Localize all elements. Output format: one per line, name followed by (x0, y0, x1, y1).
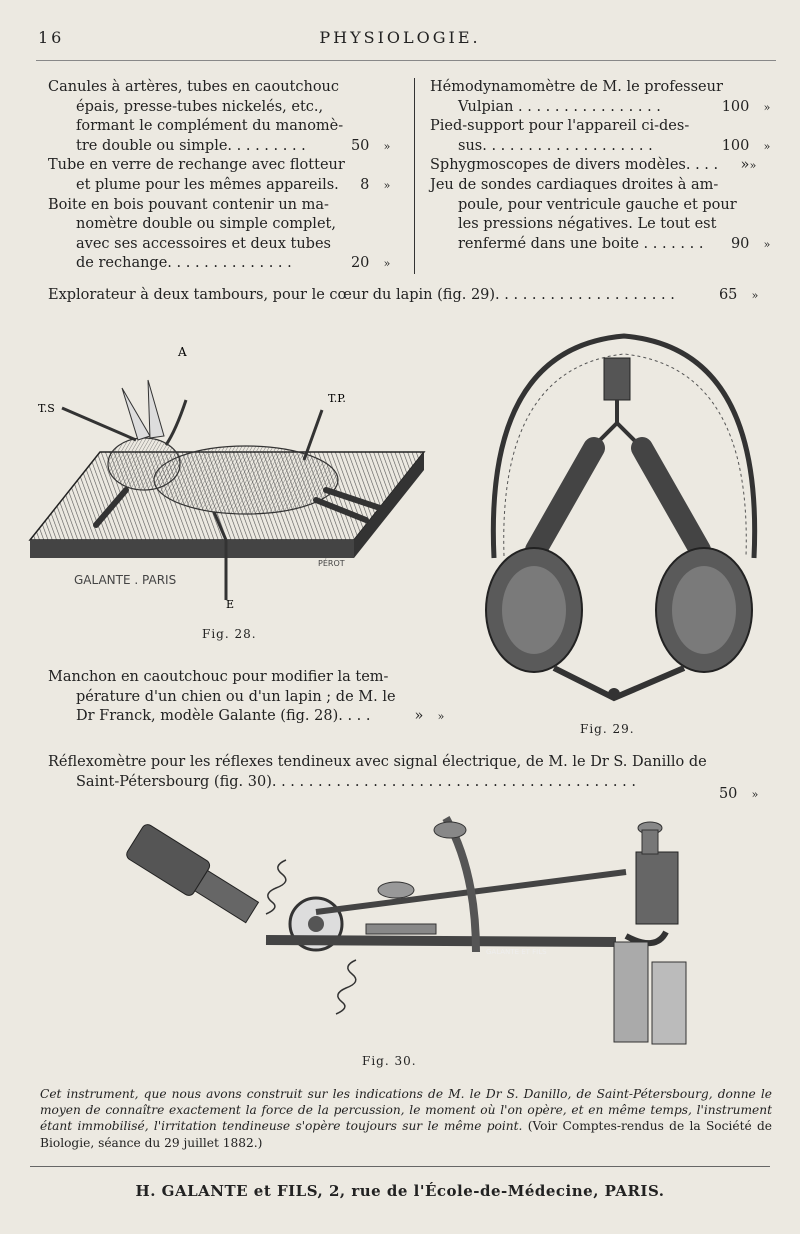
entry-line-priced (48, 176, 400, 196)
entry-line: renfermé dans une boite . . . . . . . (458, 235, 704, 252)
price (710, 98, 780, 118)
column-divider (414, 78, 415, 274)
price-value: 20 (350, 255, 370, 272)
entry-line: Dr Franck, modèle Galante (fig. 28). . . . (76, 708, 371, 725)
entry-line-priced (430, 235, 780, 255)
drum-arm (536, 448, 594, 550)
list-item (430, 176, 780, 254)
list-item (48, 668, 445, 727)
fig28-illustration (26, 340, 436, 620)
price-value: 50 (350, 137, 370, 154)
list-item (430, 78, 780, 117)
price (330, 137, 400, 157)
fig30-caption: Fig. 30. (362, 1054, 417, 1068)
price (384, 707, 454, 727)
manchon-entry (48, 668, 445, 727)
price-value: 90 (730, 235, 750, 252)
price (710, 156, 780, 176)
drum-arm (642, 448, 700, 550)
entry-line-priced (48, 137, 400, 157)
entry-line: Boite en bois pouvant contenir un ma- (48, 196, 329, 213)
price-value: 50 (718, 786, 738, 802)
price-unit: » (763, 100, 771, 114)
entry-line: poule, pour ventricule gauche et pour (458, 196, 737, 213)
entry-line-priced (430, 156, 780, 176)
entry-line: nomètre double ou simple complet, (76, 216, 336, 233)
entry-line: Sphygmoscopes de divers modèles. . . . (430, 157, 719, 174)
entry-line: les pressions négatives. Le tout est (458, 216, 717, 233)
entry-line: épais, presse-tubes nickelés, etc., (76, 98, 324, 115)
rabbit-ear (148, 380, 164, 438)
rabbit-head (108, 438, 180, 490)
price-unit: » (383, 139, 391, 153)
entry-line: Canules à artères, tubes en caoutchouc (48, 79, 340, 95)
page-number: 16 (38, 28, 65, 47)
price (698, 784, 768, 805)
entry-line: Hémodynamomètre de M. le professeur (430, 79, 723, 95)
price-unit: » (383, 257, 391, 271)
entry-line: Réflexomètre pour les réflexes tendineux avec signal électrique, de M. le Dr S. Danillo de (48, 754, 707, 770)
entry-line: tre double ou simple. . . . . . . . . (76, 137, 306, 154)
price (330, 254, 400, 274)
label-e: E (226, 598, 235, 611)
entry-line: Explorateur à deux tambours, pour le cœur du lapin (fig. 29). . . . . . . . . . . . . . . . . . . . (48, 287, 675, 303)
rabbit-body (154, 446, 338, 514)
note-roman: (Voir Comptes-rendus de la Société de Biologie, séance du 29 juillet 1882.) (40, 1119, 773, 1150)
entry-line: Jeu de sondes cardiaques droites à am- (430, 176, 719, 193)
footer-rule (30, 1166, 770, 1167)
entry-line: sus. . . . . . . . . . . . . . . . . . . (458, 137, 653, 154)
entry-line-priced (48, 707, 445, 727)
price-unit: » (751, 788, 759, 801)
price-value: 100 (721, 98, 750, 115)
list-item (48, 78, 400, 156)
board-edge (30, 540, 354, 558)
label-tp: T.P. (328, 392, 346, 405)
strap (614, 942, 648, 1042)
price-unit: » (749, 159, 757, 173)
entry-line: Tube en verre de rechange avec flotteur (48, 157, 345, 174)
entry-line: Vulpian . . . . . . . . . . . . . . . . (458, 98, 661, 115)
entry-line-priced (430, 137, 780, 157)
entry-line: de rechange. . . . . . . . . . . . . . (76, 255, 292, 272)
entry-line: pérature d'un chien ou d'un lapin ; de M. le (76, 688, 396, 705)
fig30-illustration (116, 812, 702, 1050)
signal-box (636, 852, 678, 924)
entry-line: Pied-support pour l'appareil ci-des- (430, 118, 690, 135)
entry-line-priced (48, 254, 400, 274)
list-item (48, 156, 400, 195)
page-header (0, 28, 800, 52)
list-item (430, 117, 780, 156)
price-unit: » (751, 289, 759, 302)
entry-line: et plume pour les mêmes appareils. (76, 176, 339, 193)
page-title: PHYSIOLOGIE. (319, 28, 481, 47)
entry-line-priced (430, 98, 780, 118)
list-item (48, 196, 400, 274)
maker-mark: GALANTE ET FILS (486, 948, 547, 956)
engraver-mark: PÉROT (318, 559, 345, 568)
fig29-illustration (464, 328, 782, 708)
price-unit: » (763, 237, 771, 251)
maker-mark: GALANTE . PARIS (74, 573, 177, 587)
explorateur-entry (48, 285, 768, 305)
price-unit: » (437, 710, 445, 724)
left-column (48, 78, 400, 274)
rabbit-ear (122, 388, 150, 440)
price (710, 137, 780, 157)
price-unit: » (763, 139, 771, 153)
fig28-caption: Fig. 28. (202, 627, 257, 641)
footer-address: H. GALANTE et FILS, 2, rue de l'École-de-Médecine, PARIS. (135, 1182, 665, 1200)
price-value: 8 (360, 176, 370, 193)
price-value: 100 (721, 137, 750, 154)
price (710, 235, 780, 255)
label-ts: T.S (38, 402, 55, 415)
header-rule (36, 60, 776, 61)
note-italic: Cet instrument, que nous avons construit sur les indications de M. le Dr S. Danillo, de Saint-Pétersbourg, donne le moyen de connaître exactement la force de la percussion, le moment où l'on opère, et en même temps, l'instrument étant immobilisé, l'irritation tendineuse s'opère toujours sur le même point. (40, 1087, 772, 1134)
instrument-note (40, 1086, 772, 1151)
price (330, 176, 400, 196)
price-value: 65 (718, 287, 738, 303)
entry-line-priced (48, 772, 768, 802)
entry-line: Saint-Pétersbourg (fig. 30). . . . . . . . . . . . . . . . . . . . . . . . . . . . . . . . . . . . . . . . (76, 774, 636, 790)
price-unit: » (383, 178, 391, 192)
entry-line: avec ses accessoires et deux tubes (76, 235, 331, 252)
right-column (430, 78, 780, 254)
price-value: » (414, 708, 424, 725)
reflexometre-entry (48, 752, 768, 802)
list-item (430, 156, 780, 176)
fig29-caption: Fig. 29. (580, 722, 635, 736)
entry-line: formant le complément du manomè- (76, 118, 344, 135)
price-value: » (740, 157, 750, 174)
price (698, 285, 768, 306)
entry-line: Manchon en caoutchouc pour modifier la tem- (48, 669, 389, 685)
label-a: A (178, 345, 187, 359)
